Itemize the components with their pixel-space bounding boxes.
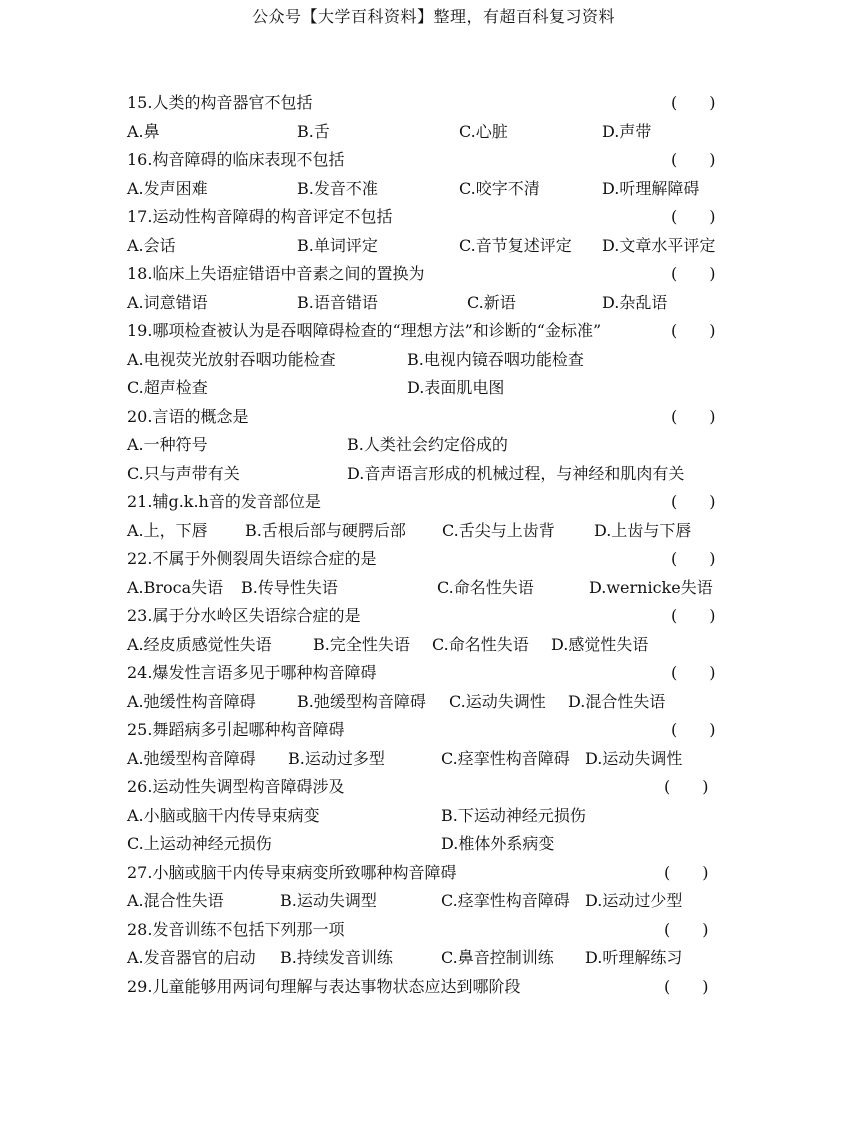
option: D.混合性失语	[568, 691, 666, 711]
question-text: 17.运动性构音障碍的构音评定不包括	[127, 207, 393, 226]
option: D.上齿与下唇	[594, 520, 692, 540]
question-text: 28.发音训练不包括下列那一项	[127, 919, 345, 939]
option: C.只与声带有关	[127, 463, 240, 483]
answer-blank: ( )	[664, 919, 709, 939]
option: C.咬字不清	[459, 178, 540, 198]
option-row	[127, 460, 727, 489]
option: B.下运动神经元损伤	[441, 805, 586, 825]
option: B.完全性失语	[313, 634, 410, 654]
answer-blank: ( )	[671, 93, 716, 112]
question-stem	[127, 203, 727, 232]
question-stem	[127, 488, 727, 517]
option-row	[127, 574, 727, 603]
option: B.发音不准	[297, 178, 378, 198]
option: B.传导性失语	[241, 577, 338, 597]
question-text: 16.构音障碍的临床表现不包括	[127, 150, 345, 169]
option: D.感觉性失语	[551, 634, 649, 654]
question-stem	[127, 773, 727, 802]
option: A.混合性失语	[127, 891, 224, 910]
option: A.词意错语	[127, 292, 208, 312]
option: B.单词评定	[297, 235, 378, 255]
question-stem	[127, 602, 727, 631]
option: A.经皮质感觉性失语	[127, 634, 272, 654]
option-row	[127, 232, 727, 261]
question-text: 20.言语的概念是	[127, 406, 249, 426]
option-row	[127, 289, 727, 318]
option: C.鼻音控制训练	[441, 948, 554, 967]
option: A.电视荧光放射吞咽功能检查	[127, 349, 336, 369]
option: B.语音错语	[297, 292, 378, 312]
question-text: 23.属于分水岭区失语综合症的是	[127, 606, 361, 625]
option: B.舌根后部与硬腭后部	[245, 520, 406, 540]
answer-blank: ( )	[671, 549, 716, 568]
option: C.舌尖与上齿背	[442, 520, 555, 540]
option: A.发声困难	[127, 178, 208, 198]
option-row	[127, 745, 727, 774]
option: C.痉挛性构音障碍	[441, 891, 570, 910]
option: D.文章水平评定	[602, 235, 716, 255]
question-text: 24.爆发性言语多见于哪种构音障碍	[127, 663, 377, 682]
option: C.命名性失语	[437, 577, 534, 597]
option-row	[127, 944, 727, 973]
option-row	[127, 374, 727, 403]
option: D.听理解障碍	[602, 178, 700, 198]
option-row	[127, 631, 727, 660]
option: C.心脏	[459, 121, 508, 141]
answer-blank: ( )	[664, 777, 709, 796]
answer-blank: ( )	[671, 406, 716, 426]
answer-blank: ( )	[671, 264, 716, 283]
option: C.运动失调性	[449, 691, 546, 711]
question-stem	[127, 317, 727, 346]
question-stem	[127, 545, 727, 574]
question-stem	[127, 403, 727, 432]
question-text: 26.运动性失调型构音障碍涉及	[127, 777, 345, 796]
option: D.表面肌电图	[407, 378, 505, 397]
option: D.音声语言形成的机械过程，与神经和肌肉有关	[347, 463, 685, 483]
option-row	[127, 431, 727, 460]
option: B.弛缓型构音障碍	[297, 691, 426, 711]
option: A.小脑或脑干内传导束病变	[127, 805, 320, 825]
answer-blank: ( )	[671, 663, 716, 682]
question-text: 19.哪项检查被认为是吞咽障碍检查的“理想方法”和诊断的“金标准”	[127, 321, 602, 340]
question-stem	[127, 859, 727, 888]
question-text: 21.辅g.k.h音的发音部位是	[127, 492, 321, 511]
option: D.声带	[602, 121, 652, 141]
option: B.运动过多型	[288, 748, 385, 768]
option: A.上，下唇	[127, 520, 208, 540]
option: D.wernicke失语	[589, 577, 713, 597]
option-row	[127, 118, 727, 147]
option: D.听理解练习	[585, 948, 683, 967]
option-row	[127, 688, 727, 717]
answer-blank: ( )	[671, 492, 716, 511]
option: A.发音器官的启动	[127, 948, 256, 967]
option: D.杂乱语	[602, 292, 668, 312]
answer-blank: ( )	[664, 976, 709, 996]
question-list	[127, 89, 727, 1001]
option: C.超声检查	[127, 378, 208, 397]
option: C.音节复述评定	[459, 235, 572, 255]
option: B.运动失调型	[280, 891, 377, 910]
question-stem	[127, 716, 727, 745]
option-row	[127, 175, 727, 204]
option: A.Broca失语	[127, 577, 224, 597]
option-row	[127, 346, 727, 375]
question-stem	[127, 89, 727, 118]
question-text: 27.小脑或脑干内传导束病变所致哪种构音障碍	[127, 862, 457, 882]
option: B.人类社会约定俗成的	[347, 435, 508, 454]
option-row	[127, 517, 727, 546]
option-row	[127, 887, 727, 916]
option: D.运动过少型	[585, 891, 683, 910]
answer-blank: ( )	[664, 862, 709, 882]
question-stem	[127, 659, 727, 688]
question-text: 15.人类的构音器官不包括	[127, 93, 313, 112]
question-stem	[127, 146, 727, 175]
question-text: 29.儿童能够用两词句理解与表达事物状态应达到哪阶段	[127, 976, 521, 996]
question-text: 25.舞蹈病多引起哪种构音障碍	[127, 720, 345, 739]
answer-blank: ( )	[671, 720, 716, 739]
option-row	[127, 830, 727, 859]
option: C.新语	[467, 292, 516, 312]
answer-blank: ( )	[671, 207, 716, 226]
option: A.鼻	[127, 121, 160, 141]
option: A.会话	[127, 235, 176, 255]
option: C.痉挛性构音障碍	[441, 748, 570, 768]
question-text: 22.不属于外侧裂周失语综合症的是	[127, 549, 377, 568]
answer-blank: ( )	[671, 321, 716, 340]
option: D.运动失调性	[585, 748, 683, 768]
option: A.一种符号	[127, 435, 208, 454]
option: B.持续发音训练	[280, 948, 393, 967]
question-text: 18.临床上失语症错语中音素之间的置换为	[127, 264, 425, 283]
question-stem	[127, 973, 727, 1002]
option: A.弛缓型构音障碍	[127, 748, 256, 768]
question-stem	[127, 260, 727, 289]
option: D.椎体外系病变	[441, 834, 555, 853]
answer-blank: ( )	[671, 150, 716, 169]
page-header: 公众号【大学百科资料】整理，有超百科复习资料	[251, 7, 615, 26]
question-stem	[127, 916, 727, 945]
option: A.弛缓性构音障碍	[127, 691, 256, 711]
option: B.舌	[297, 121, 330, 141]
option-row	[127, 802, 727, 831]
answer-blank: ( )	[671, 606, 716, 625]
option: B.电视内镜吞咽功能检查	[407, 349, 584, 369]
option: C.上运动神经元损伤	[127, 834, 272, 853]
option: C.命名性失语	[432, 634, 529, 654]
